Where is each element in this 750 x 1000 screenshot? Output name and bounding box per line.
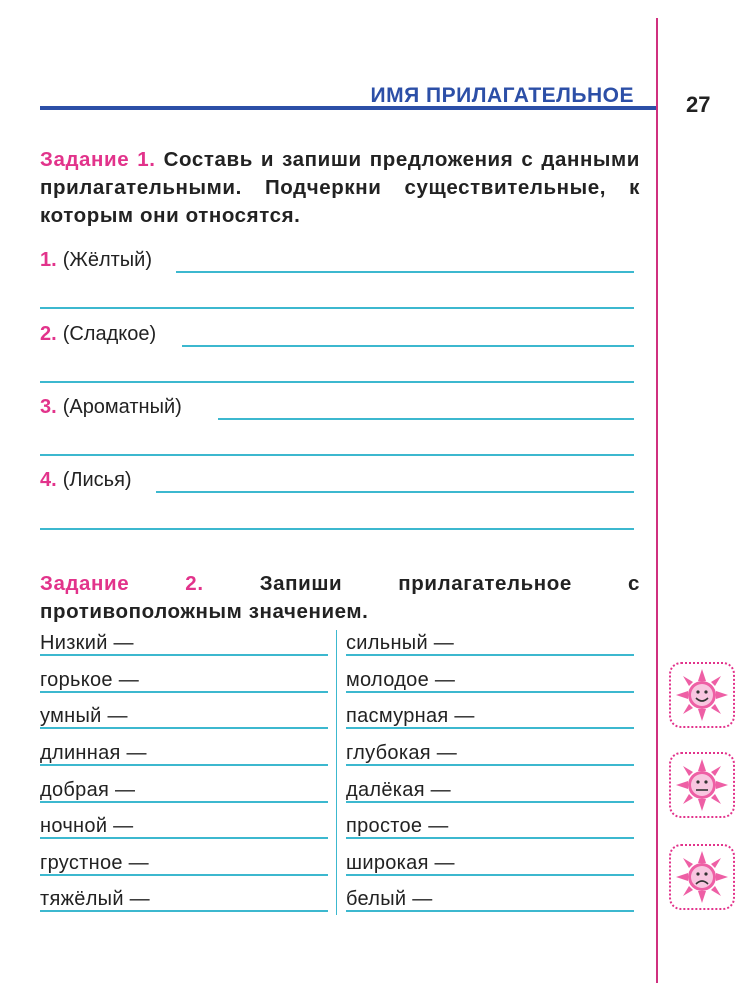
sun-happy-icon	[674, 667, 730, 723]
writing-line[interactable]	[40, 454, 634, 456]
sun-sad-icon	[674, 849, 730, 905]
margin-line	[656, 18, 658, 983]
item-number: 1.	[40, 249, 57, 271]
antonym-word: горькое —	[40, 669, 139, 691]
antonym-word: сильный —	[346, 632, 455, 654]
antonym-word: белый —	[346, 888, 433, 910]
writing-line[interactable]	[182, 345, 634, 347]
answer-line[interactable]	[40, 727, 328, 729]
answer-line[interactable]	[40, 874, 328, 876]
task1-instruction	[40, 146, 640, 230]
writing-line[interactable]	[176, 271, 634, 273]
task1-item-label	[40, 323, 156, 346]
antonym-word: грустное —	[40, 852, 149, 874]
task2-text: Запиши прилагательное с противоположным значением.	[40, 572, 640, 623]
sun-neutral-icon	[674, 757, 730, 813]
column-divider	[336, 630, 337, 915]
item-number: 2.	[40, 323, 57, 345]
self-assessment-neutral[interactable]	[669, 752, 735, 818]
answer-line[interactable]	[40, 691, 328, 693]
self-assessment-happy[interactable]	[669, 662, 735, 728]
answer-line[interactable]	[346, 764, 634, 766]
answer-line[interactable]	[346, 801, 634, 803]
item-word: (Сладкое)	[62, 323, 157, 345]
answer-line[interactable]	[346, 837, 634, 839]
antonym-word: глубокая —	[346, 742, 458, 764]
item-number: 4.	[40, 469, 57, 491]
task1-item-label	[40, 249, 152, 272]
item-word: (Жёлтый)	[62, 249, 152, 271]
task1-item-label	[40, 396, 182, 419]
antonym-word: простое —	[346, 815, 449, 837]
task1-label: Задание 1.	[40, 148, 156, 171]
answer-line[interactable]	[346, 727, 634, 729]
answer-line[interactable]	[40, 764, 328, 766]
answer-line[interactable]	[40, 654, 328, 656]
antonym-word: добрая —	[40, 779, 136, 801]
task2-label: Задание 2.	[40, 572, 204, 595]
page-number: 27	[686, 92, 711, 117]
answer-line[interactable]	[40, 910, 328, 912]
antonym-word: тяжёлый —	[40, 888, 150, 910]
task1-text: Составь и запиши предложения с данными прилагательными. Подчеркни существительные, к которым они относятся.	[40, 148, 641, 227]
task1-item-label	[40, 469, 132, 492]
writing-line[interactable]	[40, 307, 634, 309]
answer-line[interactable]	[346, 691, 634, 693]
answer-line[interactable]	[40, 801, 328, 803]
writing-line[interactable]	[40, 381, 634, 383]
item-number: 3.	[40, 396, 57, 418]
item-word: (Ароматный)	[62, 396, 182, 418]
answer-line[interactable]	[346, 910, 634, 912]
answer-line[interactable]	[346, 874, 634, 876]
section-title: ИМЯ ПРИЛАГАТЕЛЬНОЕ	[370, 84, 634, 107]
item-word: (Лисья)	[62, 469, 132, 491]
antonym-word: ночной —	[40, 815, 134, 837]
antonym-word: умный —	[40, 705, 128, 727]
answer-line[interactable]	[346, 654, 634, 656]
writing-line[interactable]	[40, 528, 634, 530]
antonym-word: длинная —	[40, 742, 147, 764]
task2-instruction	[40, 570, 640, 626]
antonym-word: Низкий —	[40, 632, 134, 654]
antonym-word: молодое —	[346, 669, 456, 691]
antonym-word: широкая —	[346, 852, 455, 874]
antonym-word: далёкая —	[346, 779, 451, 801]
antonym-word: пасмурная —	[346, 705, 475, 727]
writing-line[interactable]	[218, 418, 634, 420]
writing-line[interactable]	[156, 491, 634, 493]
self-assessment-sad[interactable]	[669, 844, 735, 910]
answer-line[interactable]	[40, 837, 328, 839]
